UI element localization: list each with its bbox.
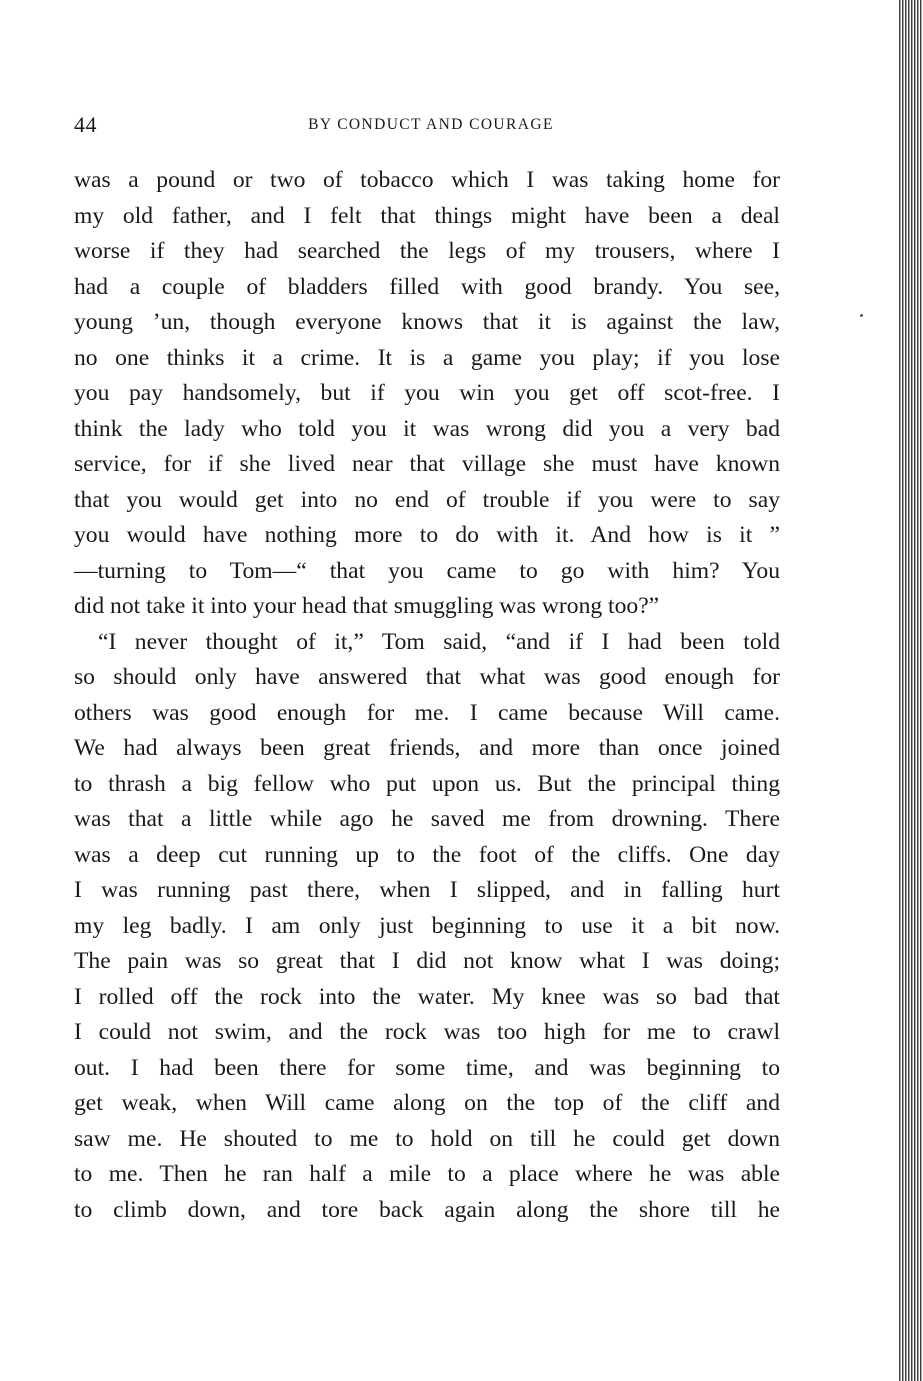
page-header bbox=[74, 112, 780, 142]
text-line: that you would get into no end of trouble if you were to say bbox=[74, 486, 780, 513]
text-line: I could not swim, and the rock was too high for me to crawl bbox=[74, 1019, 780, 1045]
page-number: 44 bbox=[74, 112, 97, 137]
text-line: —turning to Tom—“ that you came to go with him? You bbox=[74, 557, 780, 584]
text-line: worse if they had searched the legs of my trousers, where I bbox=[74, 238, 780, 264]
text-line: saw me. He shouted to me to hold on till he could get down bbox=[74, 1125, 780, 1152]
text-line: did not take it into your head that smuggling was wrong too?” bbox=[74, 593, 660, 619]
text-line: was a pound or two of tobacco which I was taking home for bbox=[74, 167, 780, 193]
text-line: you would have nothing more to do with it. And how is it ” bbox=[74, 522, 780, 548]
text-line: get weak, when Will came along on the top of the cliff and bbox=[74, 1090, 780, 1116]
text-line: to climb down, and tore back again along the shore till he bbox=[74, 1196, 780, 1223]
text-line: to me. Then he ran half a mile to a place where he was able bbox=[74, 1161, 780, 1187]
text-line: was that a little while ago he saved me from drowning. There bbox=[74, 806, 780, 832]
running-title: BY CONDUCT AND COURAGE bbox=[308, 116, 554, 133]
text-line: was a deep cut running up to the foot of the cliffs. One day bbox=[74, 841, 780, 868]
text-line: to thrash a big fellow who put upon us. But the principal thing bbox=[74, 770, 780, 797]
text-line: my old father, and I felt that things might have been a deal bbox=[74, 202, 780, 229]
text-line: young ’un, though everyone knows that it is against the law, bbox=[74, 309, 780, 335]
text-line: think the lady who told you it was wrong did you a very bad bbox=[74, 415, 780, 442]
text-line: others was good enough for me. I came because Will came. bbox=[74, 699, 780, 726]
text-line: service, for if she lived near that village she must have known bbox=[74, 451, 780, 477]
scan-speck bbox=[860, 314, 863, 317]
text-line: so should only have answered that what was good enough for bbox=[74, 664, 780, 690]
text-line: had a couple of bladders filled with good brandy. You see, bbox=[74, 273, 780, 300]
text-line: I rolled off the rock into the water. My knee was so bad that bbox=[74, 983, 780, 1010]
text-line: you pay handsomely, but if you win you get off scot-free. I bbox=[74, 380, 780, 406]
text-line: We had always been great friends, and more than once joined bbox=[74, 735, 780, 761]
text-line: I was running past there, when I slipped, and in falling hurt bbox=[74, 877, 780, 903]
body-text bbox=[74, 163, 780, 1228]
text-line: The pain was so great that I did not know what I was doing; bbox=[74, 948, 780, 974]
paragraph-first-line: “I never thought of it,” Tom said, “and if I had been told bbox=[98, 628, 780, 655]
book-spine-edge bbox=[899, 0, 923, 1381]
text-line: my leg badly. I am only just beginning to use it a bit now. bbox=[74, 912, 780, 939]
text-line: out. I had been there for some time, and was beginning to bbox=[74, 1054, 780, 1081]
text-line: no one thinks it a crime. It is a game you play; if you lose bbox=[74, 344, 780, 371]
